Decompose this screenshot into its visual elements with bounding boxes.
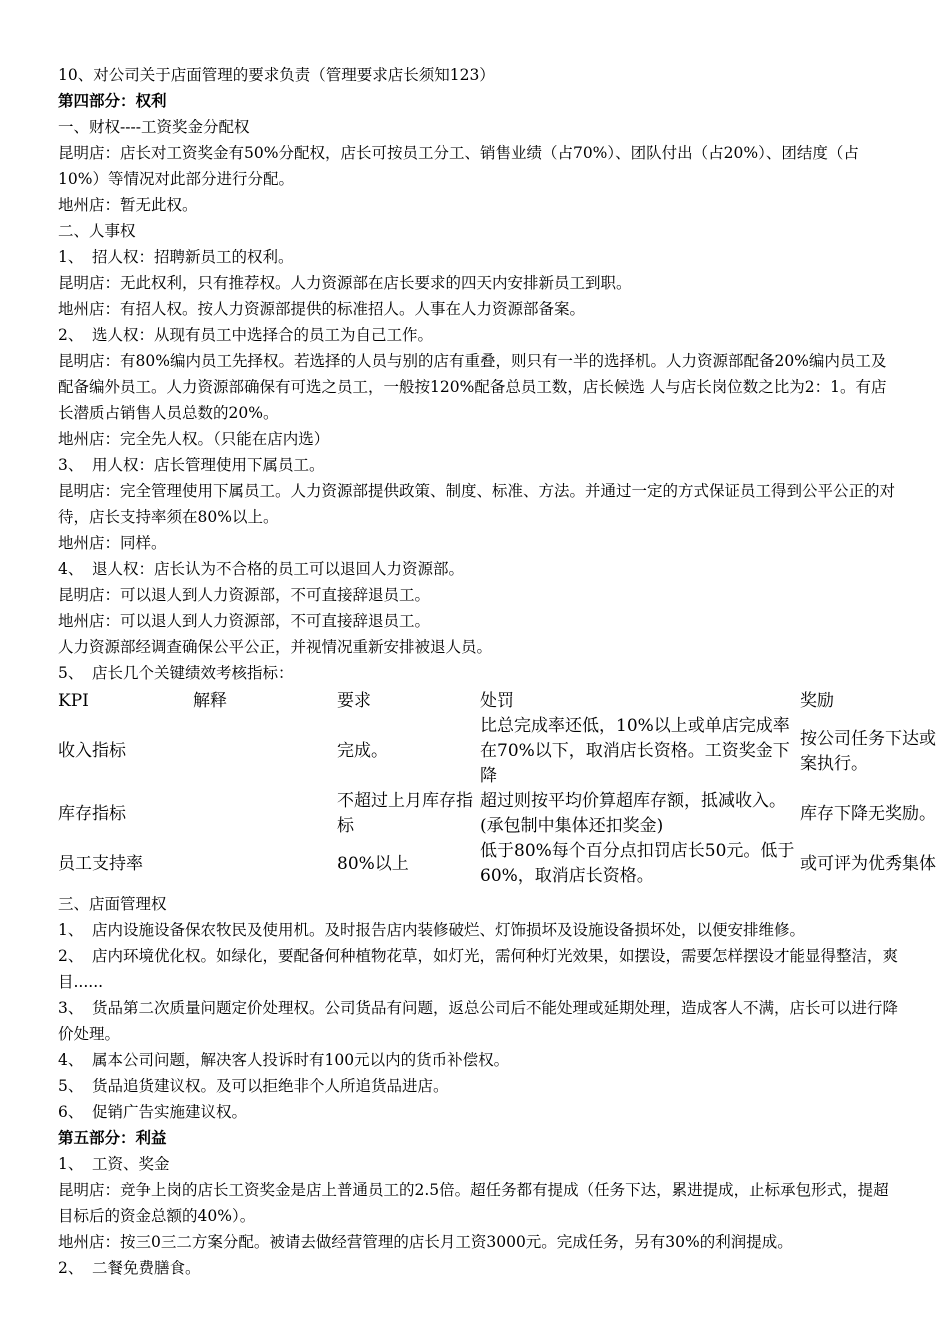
hr-review-text: 人力资源部经调查确保公平公正，并视情况重新安排被退人员。 [58,638,493,656]
table-cell: 库存指标 [58,803,126,824]
table-cell: 按公司任务下达或案执行。 [800,728,936,774]
table-header-cell: 处罚 [480,690,514,711]
table-header-cell: 要求 [337,690,371,711]
list-item: 5、 货品追货建议权。及可以拒绝非个人所追货品进店。 [58,1077,449,1095]
list-item: 2、 店内环境优化权。如绿化，要配备何种植物花草，如灯光，需何种灯光效果，如摆设，需要怎样摆设才能显得整洁，爽目...... [58,947,899,991]
kunming-select-text: 昆明店：有80%编内员工先择权。若选择的人员与别的店有重叠，则只有一半的选择机。人力资源部配备20%编内员工及配备编外员工。人力资源部确保有可选之员工，一般按120%配备总员工数，店长候选 人与店长岗位数之比为2：1。有店长潜质占销售人员总数的20%。 [58,352,887,422]
list-item-kpi: 5、 店长几个关键绩效考核指标： [58,664,294,682]
list-item-meals: 2、 二餐免费膳食。 [58,1259,201,1277]
table-header-cell: 奖励 [800,690,834,711]
list-item-salary: 1、 工资、奖金 [58,1155,170,1173]
table-cell: 完成。 [337,741,388,761]
kunming-use-text: 昆明店：完全管理使用下属员工。人力资源部提供政策、制度、标准、方法。并通过一定的方式保证员工得到公平公正的对待，店长支持率须在80%以上。 [58,482,896,526]
table-cell: 或可评为优秀集体 [800,853,936,874]
kpi-table [58,688,950,889]
kunming-hire-text: 昆明店：无此权利，只有推荐权。人力资源部在店长要求的四天内安排新员工到职。 [58,274,632,292]
part-five-heading: 第五部分：利益 [58,1128,167,1147]
prefecture-return-text: 地州店：可以退人到人力资源部，不可直接辞退员工。 [58,612,431,630]
list-item-use: 3、 用人权：店长管理使用下属员工。 [58,456,325,474]
prefecture-use-text: 地州店：同样。 [58,534,167,552]
list-item-return: 4、 退人权：店长认为不合格的员工可以退回人力资源部。 [58,560,465,578]
table-cell [193,714,337,789]
personnel-rights-heading: 二、人事权 [58,222,136,240]
table-cell: 比总完成率还低，10%以上或单店完成率在70%以下，取消店长资格。工资奖金下降 [480,716,790,786]
table-header-cell: 解释 [193,690,227,711]
list-item-select: 2、 选人权：从现有员工中选择合的员工为自己工作。 [58,326,434,344]
paragraph-rule-10: 10、对公司关于店面管理的要求负责（管理要求店长须知123） [58,66,495,84]
prefecture-select-text: 地州店：完全先人权。（只能在店内选） [58,430,330,448]
table-cell: 员工支持率 [58,853,143,874]
prefecture-finance-text: 地州店：暂无此权。 [58,196,198,214]
list-item: 1、 店内设施设备保农牧民及使用机。及时报告店内装修破烂、灯饰损坏及设施设备损坏处，以便安排维修。 [58,921,806,939]
table-cell: 超过则按平均价算超库存额，抵减收入。(承包制中集体还扣奖金) [480,791,786,836]
table-cell: 不超过上月库存指标 [337,791,473,836]
part-four-heading: 第四部分：权利 [58,91,167,110]
table-cell [193,839,337,889]
prefecture-salary-text: 地州店：按三0三二方案分配。被请去做经营管理的店长月工资3000元。完成任务，另有30%的利润提成。 [58,1233,793,1251]
kunming-salary-text: 昆明店：竞争上岗的店长工资奖金是店上普通员工的2.5倍。超任务都有提成（任务下达，累进提成，止标承包形式，提超目标后的资金总额的40%）。 [58,1181,889,1225]
store-management-heading: 三、店面管理权 [58,895,167,913]
table-cell: 库存下降无奖励。 [800,803,936,824]
list-item: 3、 货品第二次质量问题定价处理权。公司货品有问题，返总公司后不能处理或延期处理，造成客人不满，店长可以进行降价处理。 [58,999,899,1043]
table-cell: 收入指标 [58,741,126,761]
kunming-return-text: 昆明店：可以退人到人力资源部，不可直接辞退员工。 [58,586,431,604]
table-row [58,789,950,839]
table-cell: 80%以上 [337,853,409,874]
table-header-cell: KPI [58,690,89,711]
list-item: 6、 促销广告实施建议权。 [58,1103,248,1121]
finance-rights-heading: 一、财权----工资奖金分配权 [58,118,250,136]
table-row [58,714,950,789]
list-item-hire: 1、 招人权：招聘新员工的权利。 [58,248,294,266]
table-header-row [58,688,950,714]
table-cell: 低于80%每个百分点扣罚店长50元。低于60%，取消店长资格。 [480,841,795,886]
kunming-finance-text: 昆明店：店长对工资奖金有50%分配权，店长可按员工分工、销售业绩（占70%）、团队付出（占20%）、团结度（占10%）等情况对此部分进行分配。 [58,144,859,188]
table-cell [193,789,337,839]
prefecture-hire-text: 地州店：有招人权。按人力资源部提供的标准招人。人事在人力资源部备案。 [58,300,586,318]
table-row [58,839,950,889]
list-item: 4、 属本公司问题，解决客人投诉时有100元以内的货币补偿权。 [58,1051,510,1069]
document-page [58,62,936,1281]
